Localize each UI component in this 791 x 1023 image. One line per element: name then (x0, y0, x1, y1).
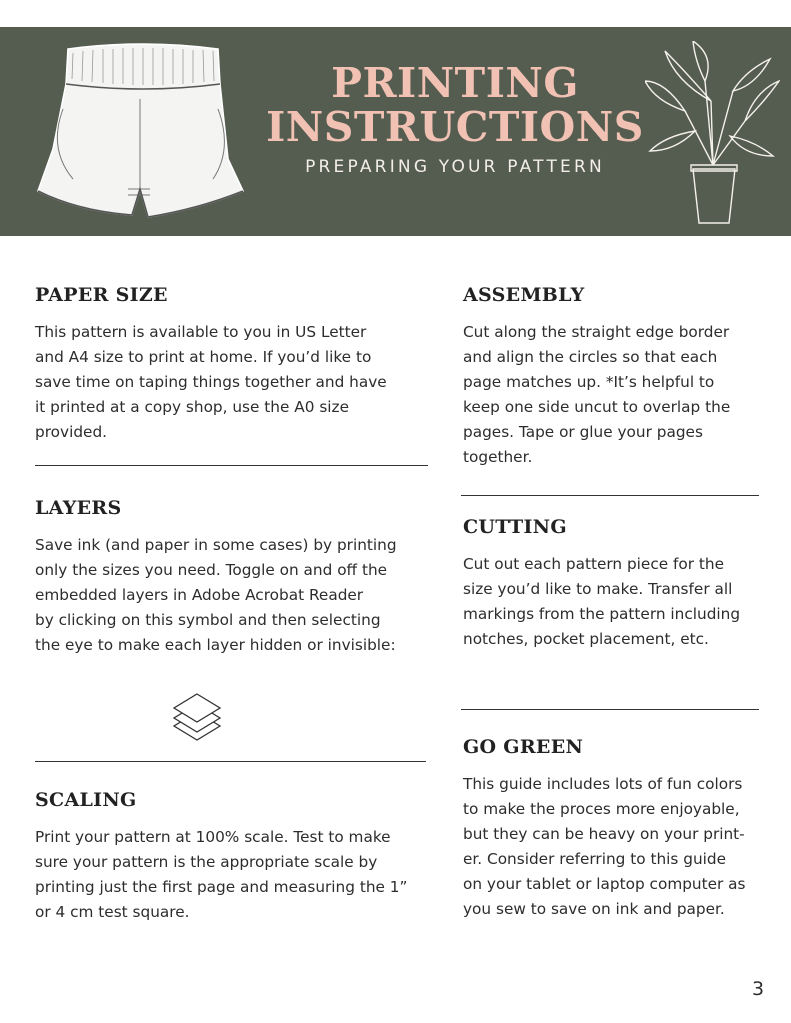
cutting-text: Cut out each pattern piece for the size you’d like to make. Transfer all markings from the pattern including notches, pocket placement, etc. (463, 555, 741, 648)
section-paper-size (35, 284, 430, 445)
page-number: 3 (752, 978, 765, 1000)
layers-text: Save ink (and paper in some cases) by printing only the sizes you need. Toggle on and off the embedded layers in Adobe Acrobat Reader by clicking on this symbol and then selecting the eye to make each layer hidden or invisible: (35, 536, 397, 654)
section-scaling (35, 789, 435, 925)
paper-size-text: This pattern is available to you in US Letter and A4 size to print at home. If you’d like to save time on taping things together and have it printed at a copy shop, use the A0 size provided. (35, 323, 387, 441)
divider (35, 761, 426, 762)
divider (461, 495, 759, 496)
shorts-illustration (28, 39, 258, 224)
heading-cutting: CUTTING (463, 516, 567, 538)
section-go-green (463, 736, 773, 922)
assembly-text: Cut along the straight edge border and align the circles so that each page matches up. *It’s helpful to keep one side uncut to overlap the pages. Tape or glue your pages together. (463, 323, 731, 466)
heading-paper-size: PAPER SIZE (35, 284, 168, 306)
section-layers (35, 497, 430, 658)
heading-go-green: GO GREEN (463, 736, 584, 758)
heading-assembly: ASSEMBLY (463, 284, 585, 306)
potted-plant-illustration (645, 41, 780, 231)
heading-scaling: SCALING (35, 789, 137, 811)
subtitle: PREPARING YOUR PATTERN (305, 157, 605, 177)
heading-layers: LAYERS (35, 497, 122, 519)
header-banner (0, 27, 791, 236)
section-assembly (463, 284, 768, 470)
layers-icon (171, 690, 223, 746)
divider (461, 709, 759, 710)
section-cutting (463, 516, 768, 652)
title-line-2: INSTRUCTIONS (266, 103, 644, 151)
divider (35, 465, 428, 466)
title-line-1: PRINTING (331, 59, 579, 107)
go-green-text: This guide includes lots of fun colors to make the proces more enjoyable, but they can be heavy on your print- er. Consider referring to this guide on your tablet or laptop computer as you sew to save on ink and paper. (463, 775, 746, 918)
scaling-text: Print your pattern at 100% scale. Test to make sure your pattern is the appropriate scale by printing just the first page and measuring the 1” or 4 cm test square. (35, 828, 408, 921)
